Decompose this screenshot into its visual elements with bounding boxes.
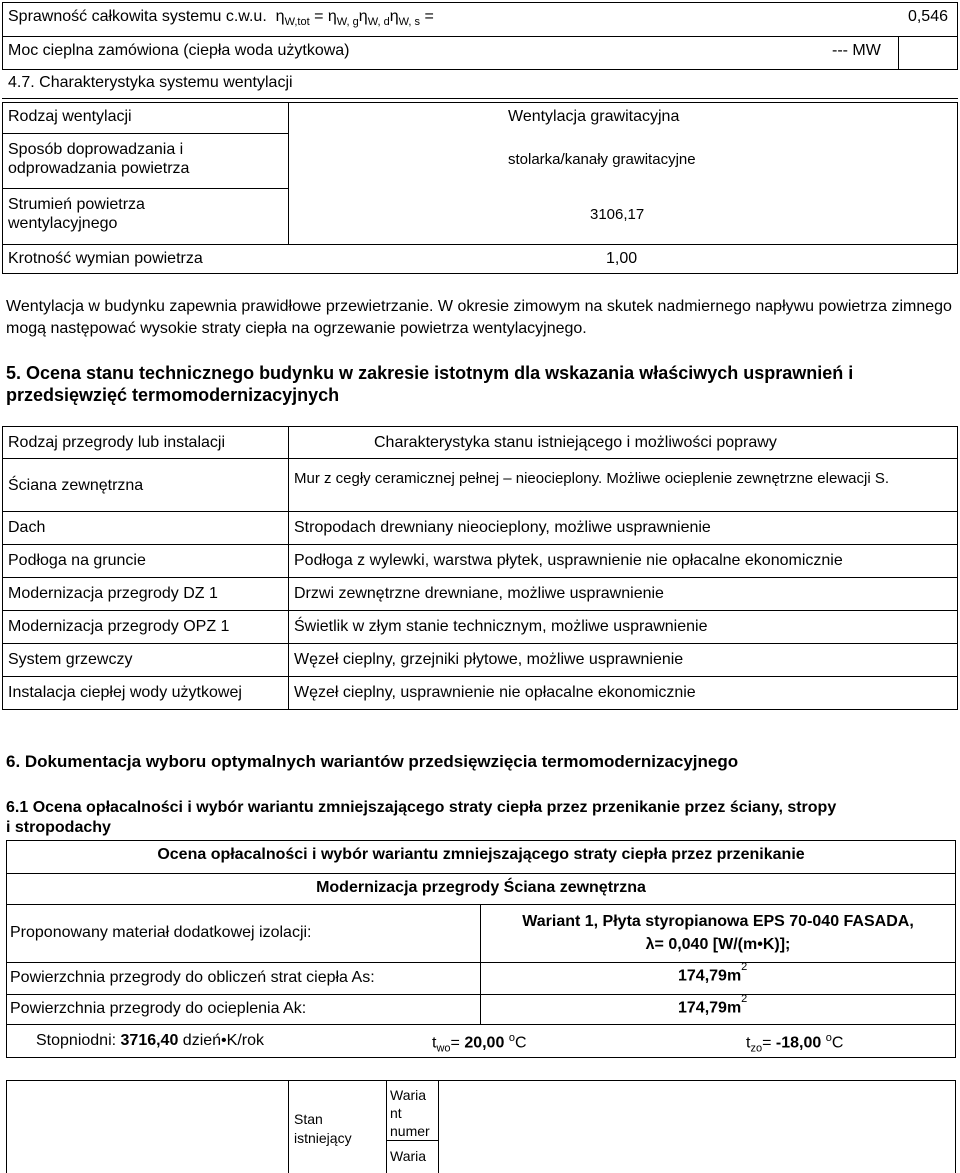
- heat-demand-label: Moc cieplna zamówiona (ciepła woda użytkowa): [8, 42, 350, 59]
- variant-table: [6, 1080, 956, 1173]
- vent-supply-value: stolarka/kanały grawitacyjne: [508, 151, 696, 168]
- divider: [2, 511, 958, 512]
- efficiency-value: 0,546: [907, 8, 948, 25]
- section5-heading: 5. Ocena stanu technicznego budynku w zakresie istotnym dla wskazania właściwych usprawnień i przedsięwzięć termomodernizacyjnych: [6, 363, 854, 405]
- divider: [6, 904, 956, 905]
- vent-stream-label: Strumień powietrza wentylacyjnego: [8, 196, 145, 232]
- divider: [6, 994, 956, 995]
- condition-col-left: Rodzaj przegrody lub instalacji: [8, 434, 225, 451]
- vent-exchange-value: 1,00: [606, 250, 638, 267]
- divider: [2, 610, 958, 611]
- condition-row-desc: Podłoga z wylewki, warstwa płytek, usprawnienie nie opłacalne ekonomicznie: [294, 552, 843, 569]
- section6-heading: 6. Dokumentacja wyboru optymalnych wariantów przedsięwzięcia termomodernizacyjnego: [6, 752, 739, 771]
- divider: [2, 676, 958, 677]
- divider: [2, 98, 958, 99]
- section61-heading: 6.1 Ocena opłacalności i wybór wariantu zmniejszającego straty ciepła przez przenikanie przez ściany, stropy i stropodachy: [6, 799, 837, 836]
- condition-row-name: Podłoga na gruncie: [8, 552, 146, 569]
- condition-row-name: System grzewczy: [8, 651, 133, 668]
- variant-number-header: Waria nt numer: [390, 1087, 430, 1139]
- divider: [2, 36, 958, 37]
- outdoor-temp: $t_{zo}= -18,00$ $^o$C: [746, 1032, 844, 1055]
- variant-label: Waria: [390, 1148, 427, 1164]
- divider: [6, 873, 956, 874]
- vent-supply-label: Sposób doprowadzania i odprowadzania powietrza: [8, 141, 190, 177]
- area-ins-label: Powierzchnia przegrody do ocieplenia Ak:: [10, 1000, 307, 1017]
- vent-exchange-label: Krotność wymian powietrza: [8, 250, 203, 267]
- condition-row-desc: Drzwi zewnętrzne drewniane, możliwe usprawnienie: [294, 585, 664, 602]
- condition-row-desc: Węzeł cieplny, usprawnienie nie opłacalne ekonomicznie: [294, 684, 696, 701]
- indoor-temp: $t_{wo}= 20,00$ $^o$C: [432, 1032, 527, 1055]
- variant-existing-header: Stan istniejący: [294, 1111, 352, 1146]
- divider: [898, 36, 899, 70]
- condition-row-desc: Mur z cegły ceramicznej pełnej – nieocieplony. Możliwe ocieplenie zewnętrzne elewacji S.: [294, 470, 890, 487]
- divider: [288, 102, 289, 244]
- vent-type-value: Wentylacja grawitacyjna: [508, 108, 680, 125]
- material-label: Proponowany materiał dodatkowej izolacji:: [10, 924, 312, 941]
- divider: [2, 133, 289, 134]
- assessment-title: Ocena opłacalności i wybór wariantu zmniejszającego straty ciepła przez przenikanie: [157, 846, 805, 863]
- condition-row-name: Modernizacja przegrody DZ 1: [8, 585, 218, 602]
- efficiency-row: [8, 8, 434, 28]
- condition-row-desc: Węzeł cieplny, grzejniki płytowe, możliwe usprawnienie: [294, 651, 684, 668]
- condition-col-right: Charakterystyka stanu istniejącego i możliwości poprawy: [374, 434, 777, 451]
- divider: [438, 1080, 439, 1173]
- vent-stream-value: 3106,17: [590, 206, 645, 223]
- condition-row-name: Dach: [8, 519, 46, 536]
- ventilation-note: Wentylacja w budynku zapewnia prawidłowe przewietrzanie. W okresie zimowym na skutek nadmiernego napływu powietrza zimnego mogą następować wysokie straty ciepła na ogrzewanie powietrza wentylacyjnego.: [6, 298, 952, 337]
- divider: [288, 426, 289, 710]
- efficiency-formula: $\eta_{W,tot} = \eta_{W, g}\eta_{W, d}\eta_{W, s}$ =: [275, 8, 434, 29]
- divider: [386, 1140, 438, 1141]
- assessment-subtitle: Modernizacja przegrody Ściana zewnętrzna: [316, 879, 646, 896]
- condition-row-name: Modernizacja przegrody OPZ 1: [8, 618, 230, 635]
- divider: [386, 1080, 387, 1173]
- area-ins-value: $174,79m^2$: [678, 993, 748, 1017]
- divider: [6, 962, 956, 963]
- area-loss-label: Powierzchnia przegrody do obliczeń strat ciepła As:: [10, 969, 375, 986]
- area-loss-value: $174,79m^2$: [678, 961, 748, 985]
- condition-row-name: Instalacja ciepłej wody użytkowej: [8, 684, 242, 701]
- condition-row-name: Ściana zewnętrzna: [8, 477, 144, 494]
- divider: [2, 643, 958, 644]
- divider: [2, 458, 958, 459]
- condition-row-desc: Świetlik w złym stanie technicznym, możliwe usprawnienie: [294, 618, 708, 635]
- divider: [6, 1024, 956, 1025]
- material-value: Wariant 1, Płyta styropianowa EPS 70-040 FASADA, λ= 0,040 [W/(m•K)];: [522, 913, 914, 953]
- vent-type-label: Rodzaj wentylacji: [8, 108, 132, 125]
- divider: [2, 577, 958, 578]
- degree-days: Stopniodni: 3716,40 dzień•K/rok: [36, 1032, 264, 1049]
- ventilation-heading: 4.7. Charakterystyka systemu wentylacji: [8, 74, 293, 91]
- divider: [2, 188, 289, 189]
- divider: [2, 244, 958, 245]
- efficiency-label: Sprawność całkowita systemu c.w.u.: [8, 8, 267, 25]
- divider: [2, 544, 958, 545]
- condition-row-desc: Stropodach drewniany nieocieplony, możliwe usprawnienie: [294, 519, 711, 536]
- heat-demand-value: --- MW: [832, 42, 881, 59]
- divider: [288, 1080, 289, 1173]
